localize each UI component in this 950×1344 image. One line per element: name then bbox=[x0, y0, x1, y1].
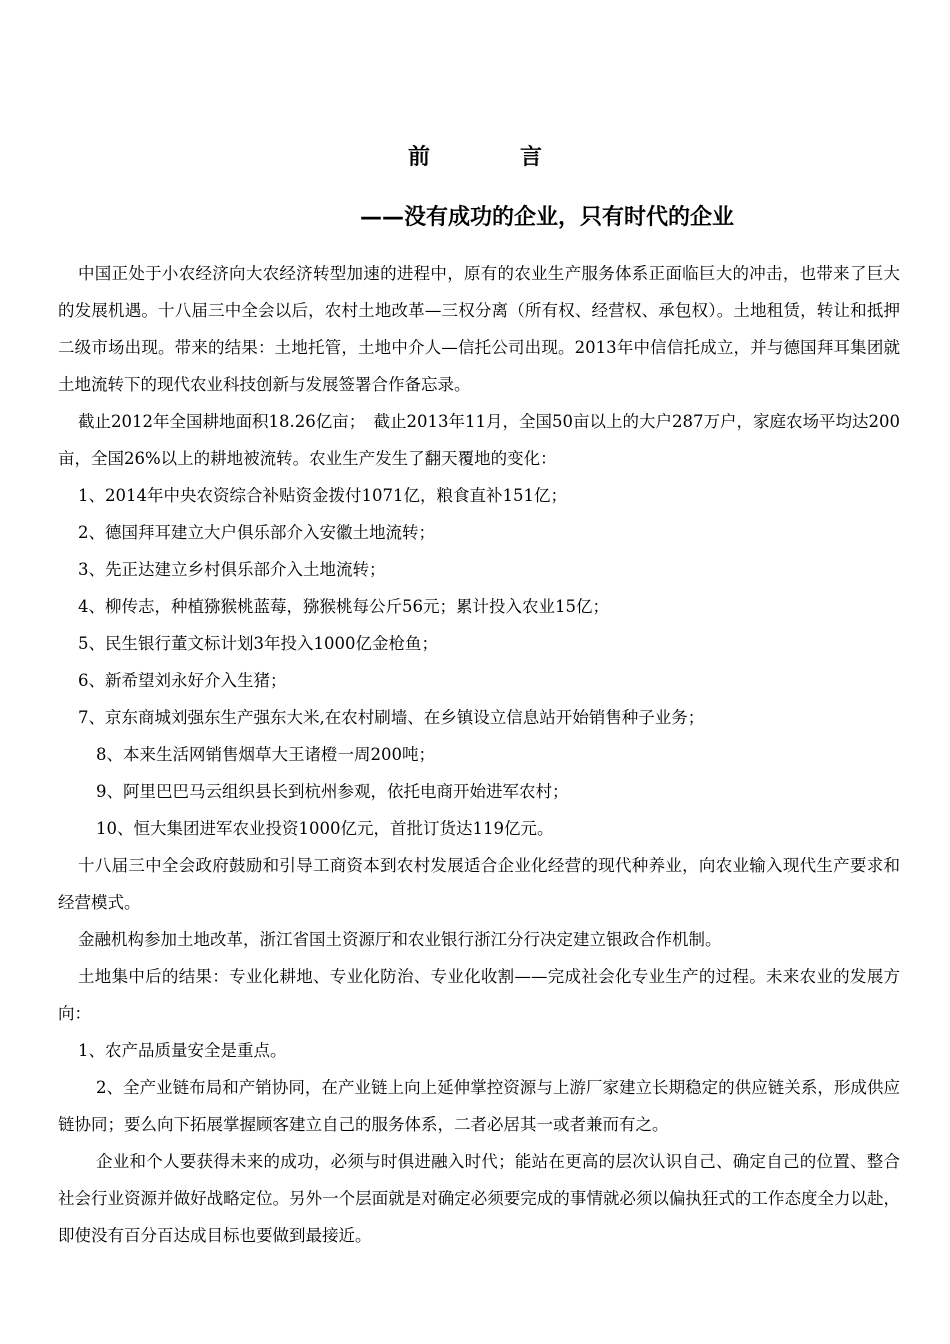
list-item: 2、全产业链布局和产销协同，在产业链上向上延伸掌控资源与上游厂家建立长期稳定的供应链关系，形成供应链协同；要么向下拓展掌握顾客建立自己的服务体系，二者必居其一或者兼而有之。 bbox=[58, 1078, 900, 1134]
document-body bbox=[58, 255, 900, 1254]
paragraph-policy: 十八届三中全会政府鼓励和引导工商资本到农村发展适合企业化经营的现代种养业，向农业输入现代生产要求和经营模式。 bbox=[58, 856, 900, 912]
list-item: 6、新希望刘永好介入生猪； bbox=[78, 671, 287, 690]
list-item: 1、农产品质量安全是重点。 bbox=[78, 1041, 287, 1060]
list-item: 4、柳传志，种植猕猴桃蓝莓，猕猴桃每公斤56元；累计投入农业15亿； bbox=[78, 597, 609, 616]
paragraph-finance: 金融机构参加土地改革，浙江省国土资源厅和农业银行浙江分行决定建立银政合作机制。 bbox=[78, 930, 722, 949]
list-item: 10、恒大集团进军农业投资1000亿元，首批订货达119亿元。 bbox=[96, 819, 554, 838]
list-item: 8、本来生活网销售烟草大王诸橙一周200吨； bbox=[96, 745, 435, 764]
paragraph-intro: 中国正处于小农经济向大农经济转型加速的进程中，原有的农业生产服务体系正面临巨大的冲击，也带来了巨大的发展机遇。十八届三中全会以后，农村土地改革—三权分离（所有权、经营权、承包权）。土地租赁，转让和抵押二级市场出现。带来的结果：土地托管，土地中介人—信托公司出现。2013年中信信托成立，并与德国拜耳集团就土地流转下的现代农业科技创新与发展签署合作备忘录。 bbox=[58, 264, 900, 394]
paragraph-results: 土地集中后的结果：专业化耕地、专业化防治、专业化收割——完成社会化专业生产的过程。未来农业的发展方向： bbox=[58, 967, 900, 1023]
list-item: 1、2014年中央农资综合补贴资金拨付1071亿，粮食直补151亿； bbox=[78, 486, 567, 505]
list-item: 2、德国拜耳建立大户俱乐部介入安徽土地流转； bbox=[78, 523, 435, 542]
page-subtitle: ——没有成功的企业，只有时代的企业 bbox=[360, 205, 735, 230]
paragraph-statistics: 截止2012年全国耕地面积18.26亿亩； 截止2013年11月，全国50亩以上的大户287万户，家庭农场平均达200亩，全国26%以上的耕地被流转。农业生产发生了翻天覆地的变化： bbox=[58, 412, 900, 468]
list-item: 5、民生银行董文标计划3年投入1000亿金枪鱼； bbox=[78, 634, 438, 653]
list-item: 7、京东商城刘强东生产强东大米,在农村刷墙、在乡镇设立信息站开始销售种子业务； bbox=[78, 708, 705, 727]
list-item: 3、先正达建立乡村俱乐部介入土地流转； bbox=[78, 560, 386, 579]
page-title: 前 言 bbox=[407, 145, 576, 170]
paragraph-conclusion: 企业和个人要获得未来的成功，必须与时俱进融入时代；能站在更高的层次认识自己、确定自己的位置、整合社会行业资源并做好战略定位。另外一个层面就是对确定必须要完成的事情就必须以偏执狂式的工作态度全力以赴，即使没有百分百达成目标也要做到最接近。 bbox=[58, 1152, 900, 1245]
list-item: 9、阿里巴巴马云组织县长到杭州参观，依托电商开始进军农村； bbox=[96, 782, 569, 801]
